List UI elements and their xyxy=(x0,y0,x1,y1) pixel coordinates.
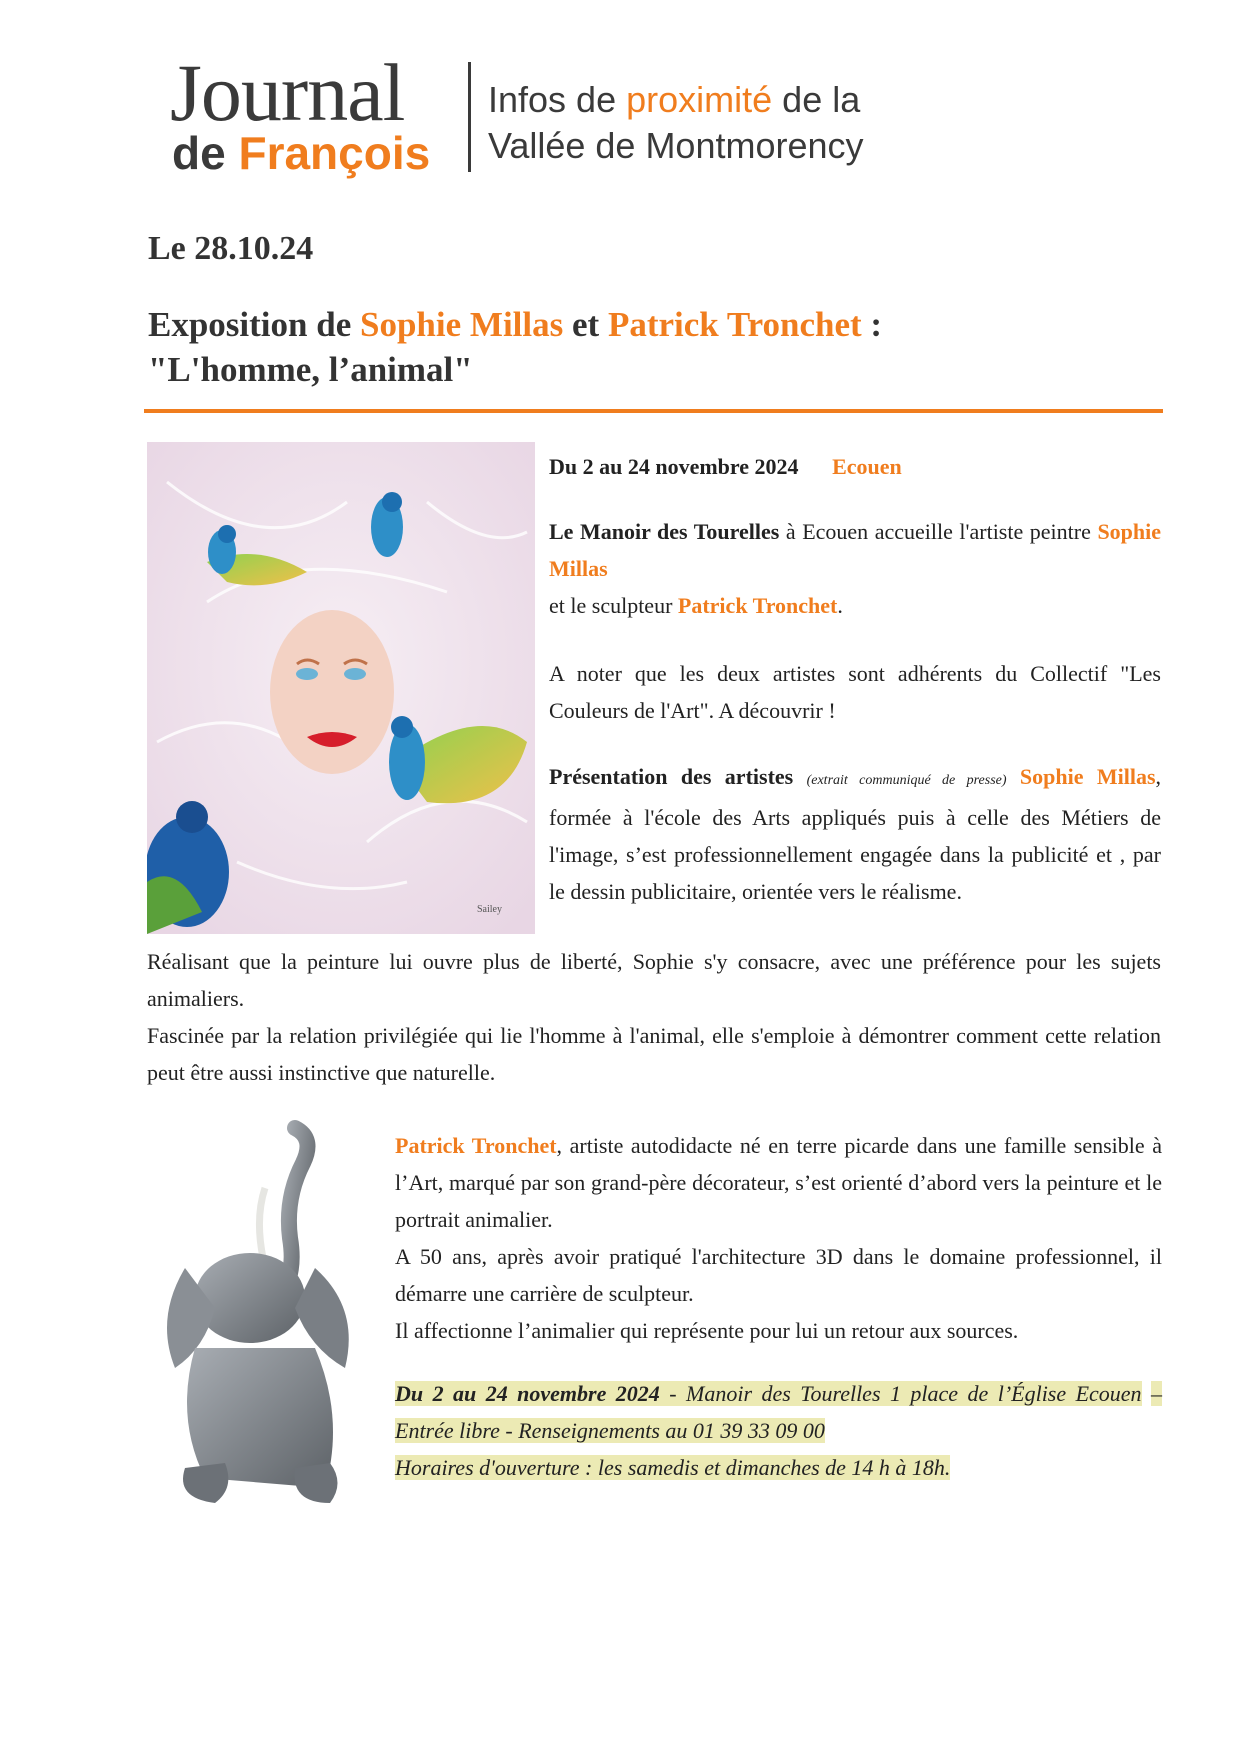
intro-text: et le sculpteur xyxy=(549,593,673,618)
event-line xyxy=(549,448,949,485)
logo-divider xyxy=(468,62,471,172)
tagline-line-2: Vallée de Montmorency xyxy=(488,125,864,166)
event-place: Ecouen xyxy=(832,454,902,479)
bio-1-continued xyxy=(147,943,1161,1091)
tagline-accent: proximité xyxy=(626,79,773,120)
info-line-1: - Manoir des Tourelles 1 place de l’Église Ecouen xyxy=(659,1381,1142,1406)
bio-artist-1: Sophie Millas xyxy=(1019,764,1156,789)
title-subtitle: "L'homme, l’animal" xyxy=(148,350,473,389)
logo-de: de xyxy=(172,127,226,179)
tagline-part: de la xyxy=(782,79,861,120)
bio-2-paragraph xyxy=(395,1127,1162,1349)
tagline-line-1 xyxy=(488,79,861,120)
logo-de-francois xyxy=(172,127,431,179)
logo-journal: Journal xyxy=(170,47,405,138)
info-line-3: Horaires d'ouverture : les samedis et dimanches de 14 h à 18h. xyxy=(395,1455,951,1480)
title-artist-1: Sophie Millas xyxy=(360,305,564,344)
intro-text: . xyxy=(837,593,843,618)
presentation-source: (extrait communiqué de presse) xyxy=(806,773,1007,788)
intro-artist-1: Sophie Millas xyxy=(549,519,1162,581)
painting-signature: Sailey xyxy=(477,904,502,915)
venue-name: Le Manoir des Tourelles xyxy=(549,519,780,544)
bio-2a: , artiste autodidacte né en terre picarde dans une famille sensible à l’Art, marqué par son grand-père décorateur, s’est orienté d’abord vers la peinture et le portrait animalier. xyxy=(395,1133,1162,1232)
event-dates: Du 2 au 24 novembre 2024 xyxy=(549,454,799,479)
note-paragraph: A noter que les deux artistes sont adhérents du Collectif "Les Couleurs de l'Art". A découvrir ! xyxy=(549,661,1161,723)
painting-image xyxy=(147,442,535,934)
title-text: et xyxy=(571,305,600,344)
intro-artist-2: Patrick Tronchet xyxy=(677,593,838,618)
bio-1-cont2: Fascinée par la relation privilégiée qui lie l'homme à l'animal, elle s'emploie à démontrer comment cette relation peut être aussi instinctive que naturelle. xyxy=(147,1023,1161,1085)
title-artist-2: Patrick Tronchet xyxy=(607,305,862,344)
presentation-paragraph xyxy=(549,758,1161,910)
logo-francois: François xyxy=(238,127,431,179)
info-dates: Du 2 au 24 novembre 2024 xyxy=(395,1381,660,1406)
info-line-2: – Entrée libre - Renseignements au 01 39 33 09 00 xyxy=(395,1381,1163,1443)
title-text: Exposition de xyxy=(148,305,352,344)
article-title xyxy=(148,302,1108,392)
sculpture-image xyxy=(145,1118,380,1518)
title-text: : xyxy=(870,305,883,344)
title-divider xyxy=(144,409,1163,413)
intro-text: à Ecouen accueille l'artiste peintre xyxy=(785,519,1091,544)
bio-2b: A 50 ans, après avoir pratiqué l'architecture 3D dans le domaine professionnel, il démarre une carrière de sculpteur. xyxy=(395,1244,1162,1306)
intro-paragraph xyxy=(549,513,1161,624)
masthead xyxy=(170,47,890,188)
bio-2c: Il affectionne l’animalier qui représente pour lui un retour aux sources. xyxy=(395,1318,1019,1343)
practical-info xyxy=(395,1375,1162,1486)
article-date: Le 28.10.24 xyxy=(148,230,314,267)
bio-1-cont: Réalisant que la peinture lui ouvre plus de liberté, Sophie s'y consacre, avec une préférence pour les sujets animaliers. xyxy=(147,949,1161,1011)
bio-1: , formée à l'école des Arts appliqués puis à celle des Métiers de l'image, s’est professionnellement engagée dans la publicité et , par le dessin publicitaire, orientée vers le réalisme. xyxy=(549,764,1162,904)
presentation-heading: Présentation des artistes xyxy=(549,764,794,789)
tagline-part: Infos de xyxy=(488,79,617,120)
bio-artist-2: Patrick Tronchet xyxy=(395,1133,557,1158)
